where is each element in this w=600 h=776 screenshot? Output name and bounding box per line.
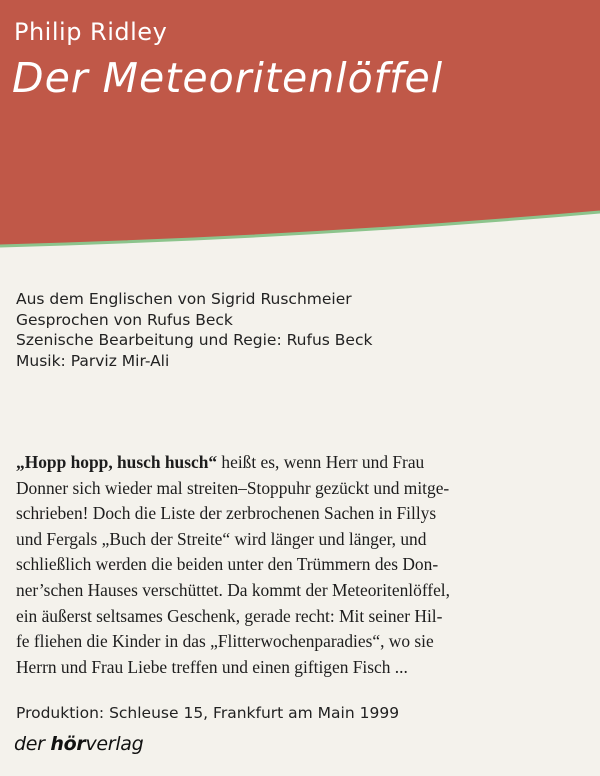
publisher-logo-part: hör	[50, 733, 86, 755]
blurb-line: schließlich werden die beiden unter den Trümmern des Don-	[16, 554, 439, 575]
blurb-line: Herrn und Frau Liebe treffen und einen giftigen Fisch ...	[16, 656, 408, 677]
author-name: Philip Ridley	[14, 18, 168, 46]
blurb-line: und Fergals „Buch der Streite“ wird länger und länger, und	[16, 528, 427, 549]
credit-narrator: Gesprochen von Rufus Beck	[16, 310, 233, 329]
credits-block	[16, 289, 372, 371]
credit-direction: Szenische Bearbeitung und Regie: Rufus Beck	[16, 331, 373, 349]
blurb-line: ein äußerst seltsames Geschenk, gerade recht: Mit seiner Hil-	[16, 605, 443, 626]
credit-music: Musik: Parviz Mir-Ali	[16, 351, 170, 370]
blurb-line-rest: heißt es, wenn Herr und Frau	[217, 452, 425, 472]
blurb-line: fe fliehen die Kinder in das „Flitterwochenparadies“, wo sie	[16, 631, 434, 652]
blurb-line: Donner sich wieder mal streiten–Stoppuhr gezückt und mitge-	[16, 477, 450, 498]
blurb-lead: „Hopp hopp, husch husch“	[16, 452, 218, 472]
book-title: Der Meteoritenlöffel	[12, 54, 444, 102]
credit-translation: Aus dem Englischen von Sigrid Ruschmeier	[16, 290, 352, 308]
publisher-logo-part: verlag	[85, 733, 144, 755]
header-band	[0, 0, 600, 250]
publisher-logo-part: der	[14, 733, 51, 755]
publisher-logo	[14, 733, 143, 755]
blurb-line	[16, 450, 496, 476]
blurb-line: schrieben! Doch die Liste der zerbrochenen Sachen in Fillys	[16, 503, 437, 524]
production-info: Produktion: Schleuse 15, Frankfurt am Main 1999	[16, 704, 400, 722]
blurb-paragraph	[16, 450, 496, 680]
blurb-line: ner’schen Hauses verschüttet. Da kommt der Meteoritenlöffel,	[16, 579, 450, 600]
